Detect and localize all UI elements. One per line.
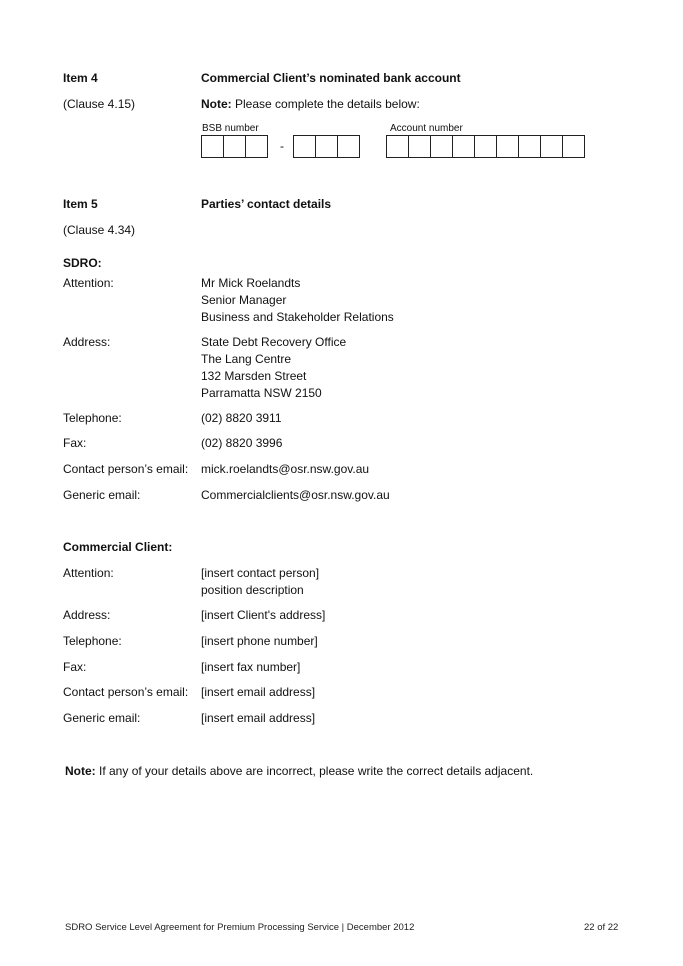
account-digit-box[interactable]	[562, 135, 585, 158]
sdro-address-value	[201, 334, 346, 402]
bsb-digit-box[interactable]	[245, 135, 268, 158]
client-fax-label: Fax:	[63, 660, 87, 674]
account-digit-box[interactable]	[408, 135, 431, 158]
bsb-digit-box[interactable]	[337, 135, 360, 158]
client-attention-name: [insert contact person]	[201, 566, 320, 580]
sdro-generic-email-label: Generic email:	[63, 488, 141, 502]
item4-clause: (Clause 4.15)	[63, 97, 136, 111]
client-attention-position: position description	[201, 583, 304, 597]
account-digit-box[interactable]	[496, 135, 519, 158]
client-address-label: Address:	[63, 608, 111, 622]
client-fax-value: [insert fax number]	[201, 660, 301, 674]
item4-note-bold: Note:	[201, 97, 232, 111]
bsb-label: BSB number	[202, 123, 259, 134]
client-contact-email-label: Contact person’s email:	[63, 685, 189, 699]
sdro-contact-email-value: mick.roelandts@osr.nsw.gov.au	[201, 462, 370, 476]
bsb-digit-box[interactable]	[315, 135, 338, 158]
sdro-telephone-label: Telephone:	[63, 411, 122, 425]
account-digit-box[interactable]	[540, 135, 563, 158]
sdro-address-line: 132 Marsden Street	[201, 369, 307, 383]
account-digit-box[interactable]	[452, 135, 475, 158]
account-digit-box[interactable]	[430, 135, 453, 158]
bsb-separator: -	[280, 139, 284, 153]
client-attention-label: Attention:	[63, 566, 114, 580]
correction-note-bold: Note:	[65, 764, 96, 778]
bsb-boxes-first[interactable]	[201, 135, 268, 158]
sdro-heading: SDRO:	[63, 256, 102, 270]
sdro-attention-label: Attention:	[63, 276, 114, 290]
account-digit-box[interactable]	[474, 135, 497, 158]
sdro-telephone-value: (02) 8820 3911	[201, 411, 282, 425]
bsb-digit-box[interactable]	[223, 135, 246, 158]
footer-page-number: 22 of 22	[584, 922, 619, 933]
client-telephone-value: [insert phone number]	[201, 634, 318, 648]
bsb-digit-box[interactable]	[293, 135, 316, 158]
item4-note-text: Please complete the details below:	[231, 97, 420, 111]
client-heading: Commercial Client:	[63, 540, 173, 554]
sdro-address-line: State Debt Recovery Office	[201, 335, 347, 349]
client-generic-email-value: [insert email address]	[201, 711, 316, 725]
sdro-attention-department: Business and Stakeholder Relations	[201, 310, 394, 324]
client-attention-value	[201, 565, 319, 599]
account-number-label: Account number	[390, 123, 463, 134]
item5-clause: (Clause 4.34)	[63, 223, 136, 237]
sdro-address-label: Address:	[63, 335, 111, 349]
item5-label: Item 5	[63, 197, 98, 211]
correction-note	[65, 764, 533, 778]
sdro-address-line: The Lang Centre	[201, 352, 292, 366]
sdro-attention-position: Senior Manager	[201, 293, 287, 307]
sdro-fax-label: Fax:	[63, 436, 87, 450]
sdro-contact-email-label: Contact person’s email:	[63, 462, 189, 476]
sdro-attention-name: Mr Mick Roelandts	[201, 276, 301, 290]
client-address-value: [insert Client's address]	[201, 608, 326, 622]
client-contact-email-value: [insert email address]	[201, 685, 316, 699]
item5-title: Parties’ contact details	[201, 197, 332, 211]
footer-document-title: SDRO Service Level Agreement for Premium Processing Service | December 2012	[65, 922, 415, 933]
bsb-boxes-second[interactable]	[293, 135, 360, 158]
account-digit-box[interactable]	[518, 135, 541, 158]
item4-title: Commercial Client’s nominated bank account	[201, 71, 461, 85]
account-digit-box[interactable]	[386, 135, 409, 158]
bsb-digit-box[interactable]	[201, 135, 224, 158]
account-number-boxes[interactable]	[386, 135, 585, 158]
sdro-address-line: Parramatta NSW 2150	[201, 386, 322, 400]
correction-note-text: If any of your details above are incorrect, please write the correct details adjacent.	[95, 764, 534, 778]
sdro-fax-value: (02) 8820 3996	[201, 436, 283, 450]
sdro-generic-email-value: Commercialclients@osr.nsw.gov.au	[201, 488, 390, 502]
item4-label: Item 4	[63, 71, 98, 85]
client-generic-email-label: Generic email:	[63, 711, 141, 725]
client-telephone-label: Telephone:	[63, 634, 122, 648]
item4-note	[201, 97, 420, 111]
sdro-attention-value	[201, 275, 394, 326]
